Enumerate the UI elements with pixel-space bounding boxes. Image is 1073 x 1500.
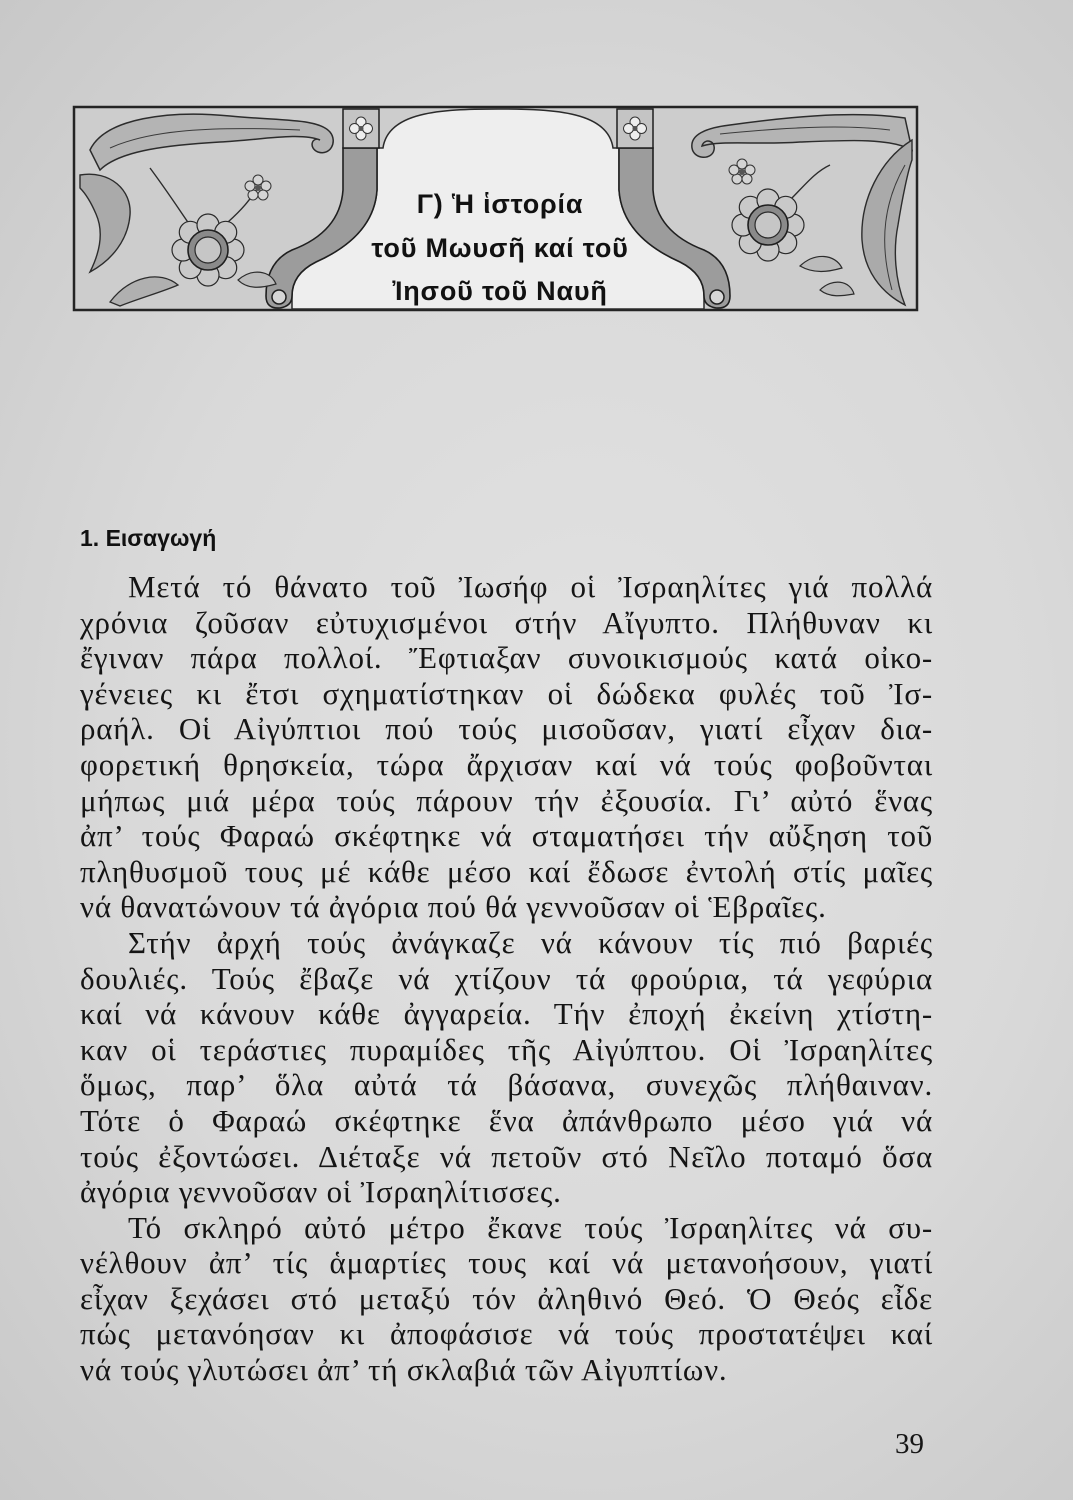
text-line: ὅμως, παρ’ ὅλα αὐτά τά βάσανα, συνεχῶς πλήθαιναν. <box>80 1067 933 1103</box>
body-text <box>80 569 933 1388</box>
text-line: χρόνια ζοῦσαν εὐτυχισμένοι στήν Αἴγυπτο. Πλήθυναν κι <box>80 604 933 640</box>
flower-petal <box>745 165 755 175</box>
flower-petal <box>261 181 271 191</box>
flower-center <box>255 185 261 191</box>
rosette-petal <box>624 124 634 134</box>
text-line: πληθυσμοῦ τους μέ κάθε μέσο καί ἔδωσε ἐντολή στίς μαῖες <box>80 853 933 889</box>
text-line: φορετική θρησκεία, τώρα ἄρχισαν καί νά τούς φοβοῦνται <box>80 746 933 782</box>
text-line: ραήλ. Οἱ Αἰγύπτιοι πού τούς μισοῦσαν, γιατί εἶχαν δια- <box>80 711 933 747</box>
text-line: νά τούς γλυτώσει ἀπ’ τή σκλαβιά τῶν Αἰγυπτίων. <box>80 1352 728 1388</box>
left-flower <box>172 214 244 286</box>
flower-petal <box>245 181 255 191</box>
flower-center <box>739 169 745 175</box>
flower-petal <box>248 190 258 200</box>
rosette-petal <box>350 124 360 134</box>
text-line: Στήν ἀρχή τούς ἀνάγκαζε νά κάνουν τίς πιό βαριές <box>128 924 933 960</box>
paragraph <box>80 1210 933 1388</box>
text-line: γένειες κι ἔτσι σχηματίστηκαν οἱ δώδεκα φυλές τοῦ Ἰσ- <box>80 675 933 711</box>
left-bracket-scroll <box>272 290 286 304</box>
page-number: 39 <box>895 1428 924 1460</box>
rosette-petal <box>363 124 373 134</box>
flower-petal <box>729 165 739 175</box>
text-line: νά θανατώνουν τά ἀγόρια πού θά γεννοῦσαν οἱ Ἑβραῖες. <box>80 889 827 925</box>
chapter-title-line: Ἰησοῦ τοῦ Ναυῆ <box>392 276 608 306</box>
rosette-center <box>359 126 364 131</box>
right-bracket-scroll <box>710 290 724 304</box>
rosette-center <box>633 126 638 131</box>
text-line: πώς μετανόησαν κι ἀποφάσισε νά τούς προστατέψει καί <box>80 1316 933 1352</box>
text-line: δουλιές. Τούς ἔβαζε νά χτίζουν τά φρούρια, τά γεφύρια <box>80 960 933 996</box>
text-line: τούς ἐξοντώσει. Διέταξε νά πετοῦν στό Νεῖλο ποταμό ὅσα <box>80 1138 933 1174</box>
text-line: καί νά κάνουν κάθε ἀγγαρεία. Τήν ἐποχή ἐκείνη χτίστη- <box>80 996 933 1032</box>
flower-center <box>195 237 221 263</box>
flower-petal <box>742 174 752 184</box>
text-line: ἀπ’ τούς Φαραώ σκέφτηκε νά σταματήσει τήν αὔξηση τοῦ <box>80 818 933 854</box>
text-line: ἔγιναν πάρα πολλοί. Ἔφτιαξαν συνοικισμούς κατά οἰκο- <box>80 640 933 676</box>
text-line: Τό σκληρό αὐτό μέτρο ἔκανε τούς Ἰσραηλίτες νά συ- <box>128 1209 933 1245</box>
text-line: Τότε ὁ Φαραώ σκέφτηκε ἕνα ἀπάνθρωπο μέσο γιά νά <box>80 1102 933 1138</box>
text-line: εἶχαν ξεχάσει στό μεταξύ τόν ἀληθινό Θεό. Ὁ Θεός εἶδε <box>80 1280 933 1316</box>
chapter-title-line: τοῦ Μωυσῆ καί τοῦ <box>371 232 629 263</box>
text-line: ἀγόρια γεννοῦσαν οἱ Ἰσραηλίτισσες. <box>80 1174 562 1210</box>
text-line: μήπως μιά μέρα τούς πάρουν τήν ἐξουσία. Γι’ αὐτό ἕνας <box>80 782 933 818</box>
flower-petal <box>732 174 742 184</box>
right-flower <box>732 189 804 261</box>
flower-center <box>755 212 781 238</box>
section-heading: 1. Εισαγωγή <box>80 525 217 551</box>
rosette-petal <box>637 124 647 134</box>
chapter-title <box>300 183 700 314</box>
paragraph <box>80 569 933 925</box>
text-line: καν οἱ τεράστιες πυραμίδες τῆς Αἰγύπτου. Οἱ Ἰσραηλίτες <box>80 1031 933 1067</box>
text-line: νέλθουν ἀπ’ τίς ἁμαρτίες τους καί νά μετανοήσουν, γιατί <box>80 1245 933 1281</box>
paragraph <box>80 925 933 1210</box>
chapter-title-line: Γ) Ἡ ἱστορία <box>416 189 584 219</box>
flower-petal <box>258 190 268 200</box>
text-line: Μετά τό θάνατο τοῦ Ἰωσήφ οἱ Ἰσραηλίτες γιά πολλά <box>128 569 933 604</box>
